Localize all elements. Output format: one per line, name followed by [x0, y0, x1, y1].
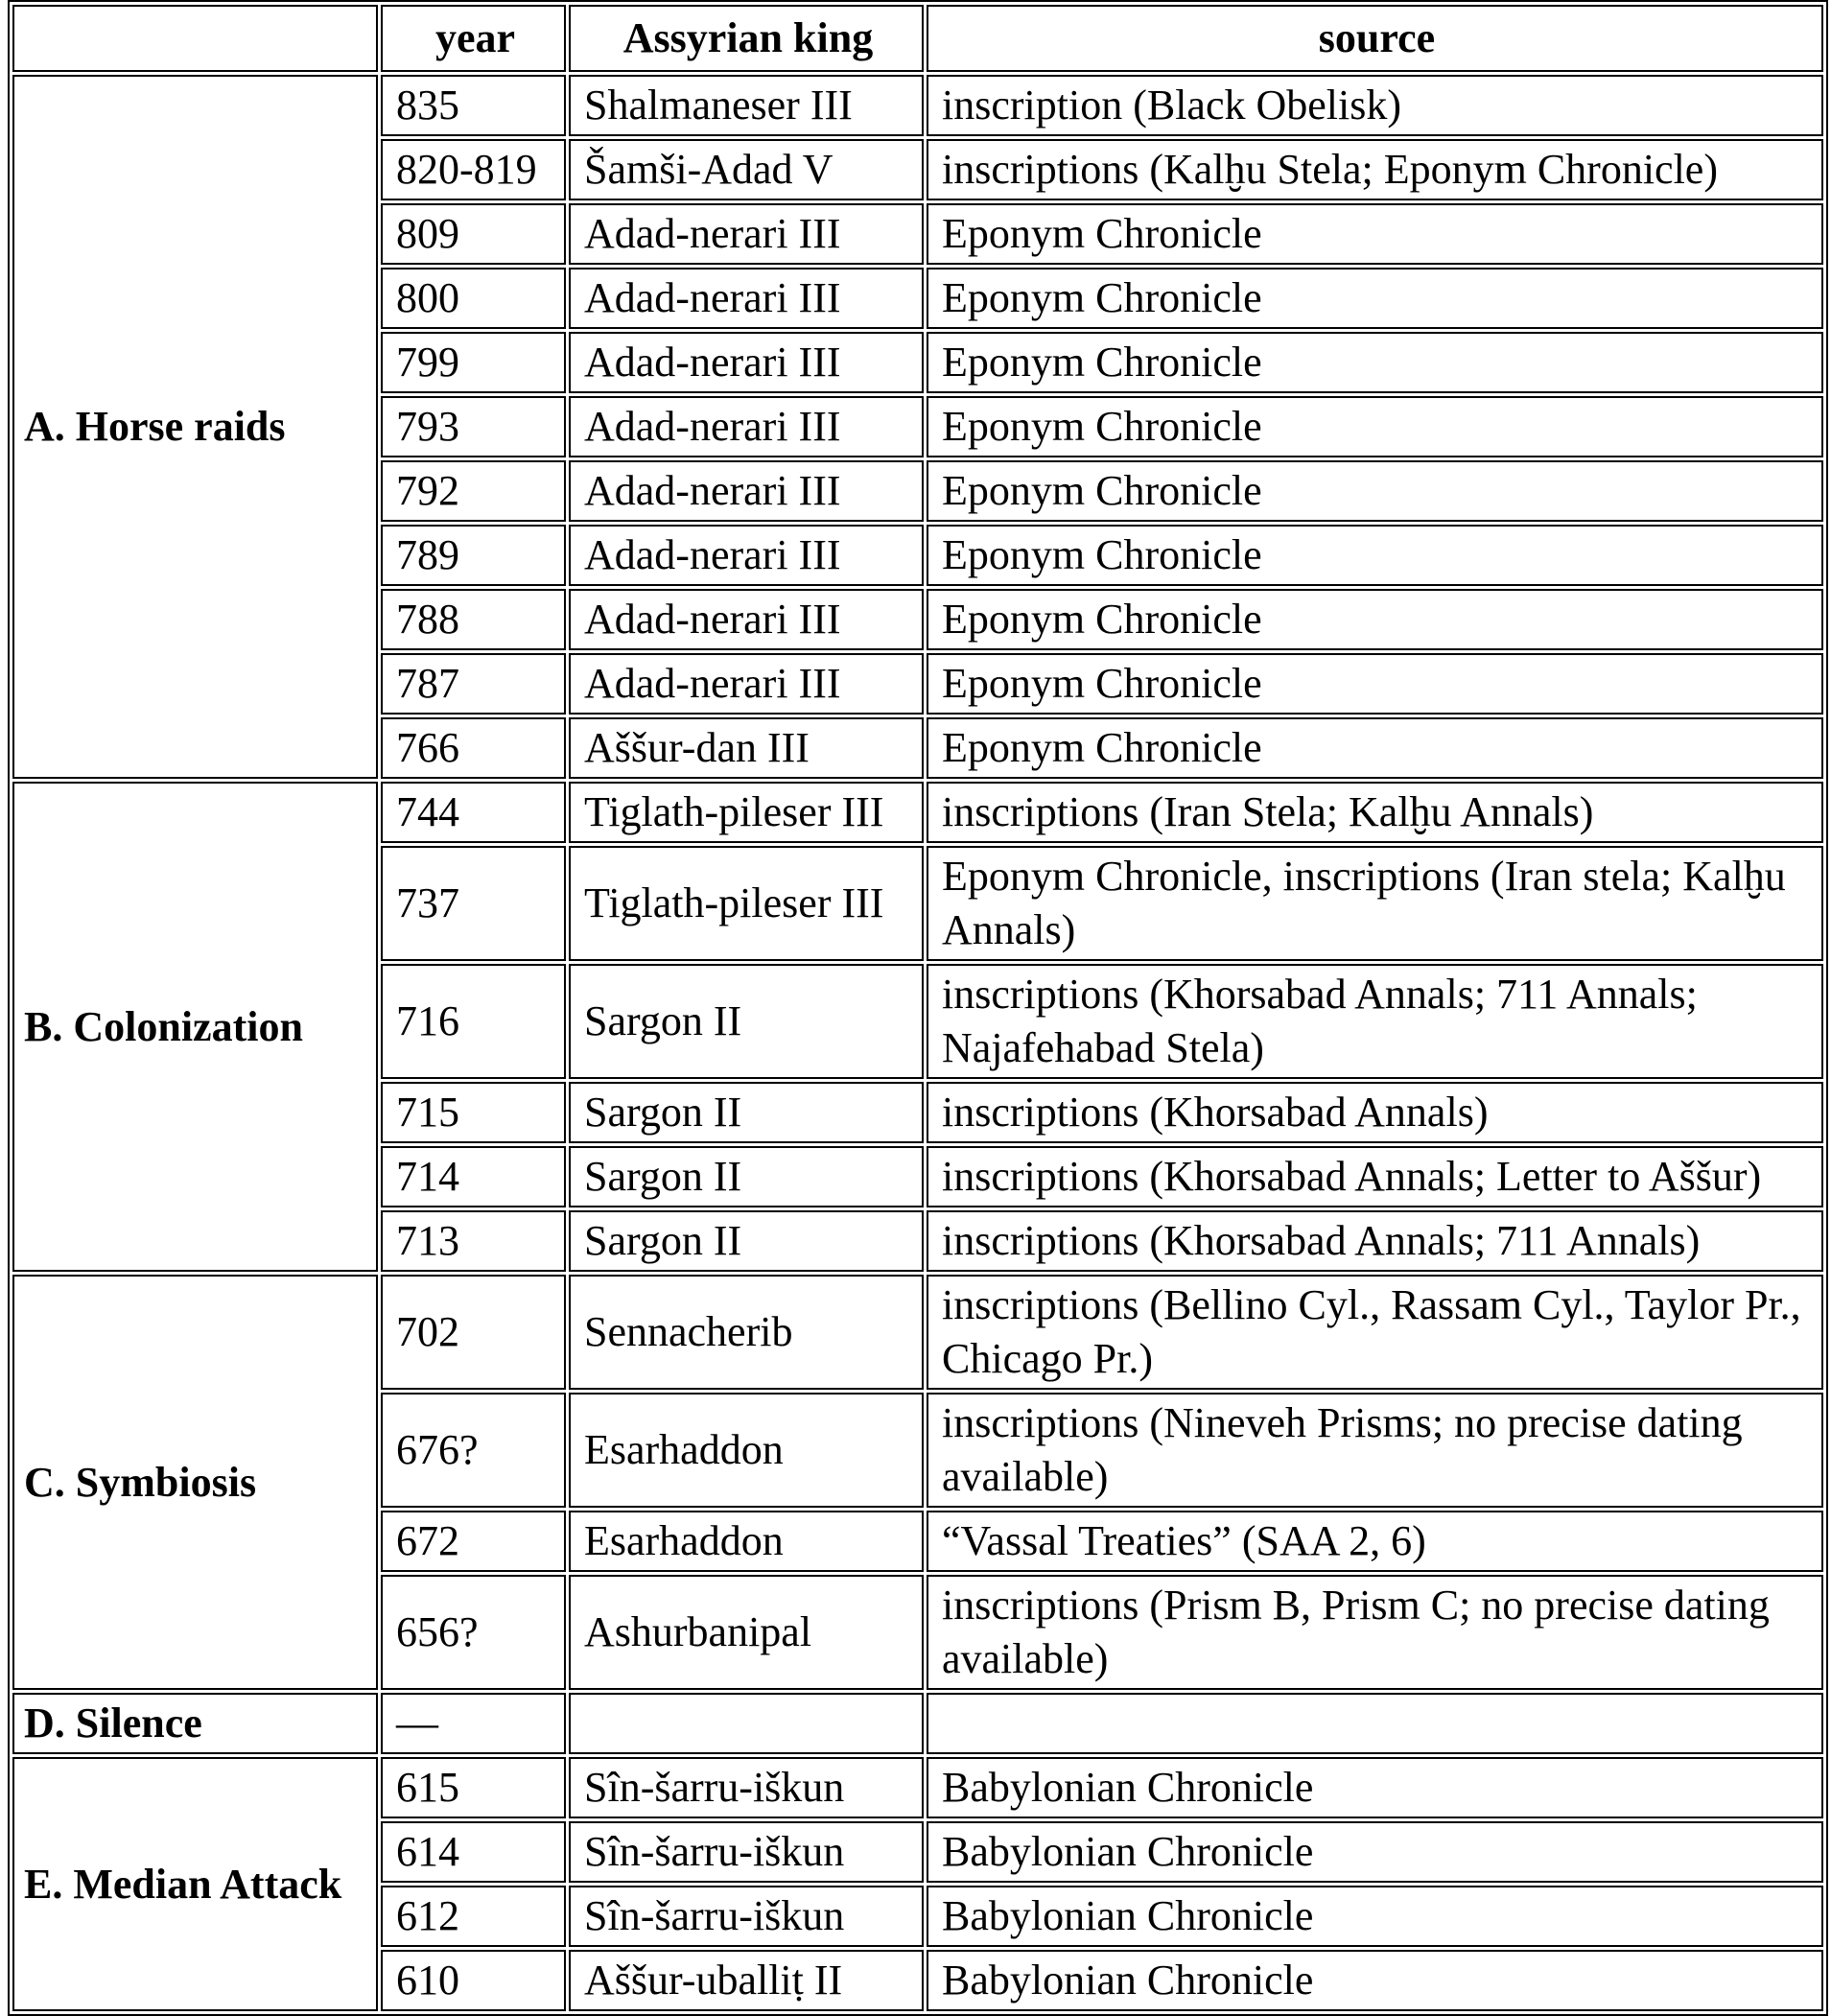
year-cell: 714	[381, 1146, 566, 1207]
source-cell: Babylonian Chronicle	[927, 1821, 1823, 1883]
king-cell: Adad-nerari III	[569, 332, 924, 393]
year-cell: 612	[381, 1886, 566, 1947]
source-cell: “Vassal Treaties” (SAA 2, 6)	[927, 1511, 1823, 1572]
header-phase	[12, 5, 378, 72]
year-cell: 800	[381, 268, 566, 329]
year-cell: 809	[381, 203, 566, 265]
year-cell: 792	[381, 460, 566, 522]
king-cell: Adad-nerari III	[569, 653, 924, 715]
source-cell: Eponym Chronicle	[927, 268, 1823, 329]
table-row	[12, 782, 1823, 843]
header-row	[12, 5, 1823, 72]
king-cell: Esarhaddon	[569, 1393, 924, 1508]
year-cell: 787	[381, 653, 566, 715]
header-king: Assyrian king	[569, 5, 924, 72]
source-cell: Eponym Chronicle	[927, 525, 1823, 586]
source-cell: Eponym Chronicle	[927, 460, 1823, 522]
source-cell: inscriptions (Kalḫu Stela; Eponym Chronicle)	[927, 139, 1823, 200]
source-cell: inscriptions (Khorsabad Annals)	[927, 1082, 1823, 1143]
year-cell: 835	[381, 75, 566, 136]
king-cell: Tiglath-pileser III	[569, 846, 924, 961]
source-cell: Eponym Chronicle	[927, 653, 1823, 715]
year-cell: 737	[381, 846, 566, 961]
king-cell: Sennacherib	[569, 1275, 924, 1390]
source-cell: inscription (Black Obelisk)	[927, 75, 1823, 136]
phase-cell: E. Median Attack	[12, 1757, 378, 2011]
year-cell: 793	[381, 396, 566, 457]
king-cell: Aššur-uballiṭ II	[569, 1950, 924, 2011]
source-cell: Babylonian Chronicle	[927, 1757, 1823, 1818]
year-cell: —	[381, 1693, 566, 1754]
phase-cell: D. Silence	[12, 1693, 378, 1754]
year-cell: 715	[381, 1082, 566, 1143]
table-row	[12, 75, 1823, 136]
year-cell: 676?	[381, 1393, 566, 1508]
source-cell	[927, 1693, 1823, 1754]
year-cell: 610	[381, 1950, 566, 2011]
header-source: source	[927, 5, 1823, 72]
table-row	[12, 1275, 1823, 1390]
year-cell: 788	[381, 589, 566, 650]
table-row	[12, 1693, 1823, 1754]
king-cell: Adad-nerari III	[569, 268, 924, 329]
king-cell: Sargon II	[569, 1082, 924, 1143]
king-cell: Sîn-šarru-iškun	[569, 1886, 924, 1947]
year-cell: 702	[381, 1275, 566, 1390]
king-cell: Tiglath-pileser III	[569, 782, 924, 843]
year-cell: 656?	[381, 1575, 566, 1690]
king-cell: Sargon II	[569, 1210, 924, 1272]
source-cell: Eponym Chronicle	[927, 717, 1823, 779]
source-cell: inscriptions (Khorsabad Annals; Letter to Aššur)	[927, 1146, 1823, 1207]
phase-cell: A. Horse raids	[12, 75, 378, 779]
source-cell: Eponym Chronicle	[927, 332, 1823, 393]
table-header	[12, 5, 1823, 72]
king-cell: Aššur-dan III	[569, 717, 924, 779]
header-year: year	[381, 5, 566, 72]
phase-cell: B. Colonization	[12, 782, 378, 1272]
king-cell: Sîn-šarru-iškun	[569, 1821, 924, 1883]
year-cell: 766	[381, 717, 566, 779]
king-cell: Sîn-šarru-iškun	[569, 1757, 924, 1818]
king-cell: Esarhaddon	[569, 1511, 924, 1572]
source-cell: inscriptions (Iran Stela; Kalḫu Annals)	[927, 782, 1823, 843]
king-cell: Sargon II	[569, 1146, 924, 1207]
source-cell: Eponym Chronicle	[927, 203, 1823, 265]
king-cell: Sargon II	[569, 964, 924, 1079]
king-cell	[569, 1693, 924, 1754]
year-cell: 820-819	[381, 139, 566, 200]
source-cell: Eponym Chronicle	[927, 589, 1823, 650]
source-cell: inscriptions (Prism B, Prism C; no precise dating available)	[927, 1575, 1823, 1690]
king-cell: Shalmaneser III	[569, 75, 924, 136]
king-cell: Adad-nerari III	[569, 525, 924, 586]
source-cell: Eponym Chronicle, inscriptions (Iran stela; Kalḫu Annals)	[927, 846, 1823, 961]
source-cell: inscriptions (Khorsabad Annals; 711 Annals)	[927, 1210, 1823, 1272]
source-cell: inscriptions (Nineveh Prisms; no precise dating available)	[927, 1393, 1823, 1508]
phase-cell: C. Symbiosis	[12, 1275, 378, 1690]
king-cell: Šamši-Adad V	[569, 139, 924, 200]
year-cell: 716	[381, 964, 566, 1079]
source-cell: Babylonian Chronicle	[927, 1886, 1823, 1947]
king-cell: Ashurbanipal	[569, 1575, 924, 1690]
assyrian-sources-table	[8, 0, 1828, 2016]
king-cell: Adad-nerari III	[569, 203, 924, 265]
king-cell: Adad-nerari III	[569, 396, 924, 457]
source-cell: Eponym Chronicle	[927, 396, 1823, 457]
year-cell: 672	[381, 1511, 566, 1572]
year-cell: 614	[381, 1821, 566, 1883]
year-cell: 799	[381, 332, 566, 393]
source-cell: inscriptions (Khorsabad Annals; 711 Annals; Najafehabad Stela)	[927, 964, 1823, 1079]
year-cell: 713	[381, 1210, 566, 1272]
table-container	[8, 0, 1828, 2016]
year-cell: 615	[381, 1757, 566, 1818]
source-cell: Babylonian Chronicle	[927, 1950, 1823, 2011]
source-cell: inscriptions (Bellino Cyl., Rassam Cyl., Taylor Pr., Chicago Pr.)	[927, 1275, 1823, 1390]
king-cell: Adad-nerari III	[569, 460, 924, 522]
table-body	[12, 75, 1823, 2011]
year-cell: 744	[381, 782, 566, 843]
year-cell: 789	[381, 525, 566, 586]
king-cell: Adad-nerari III	[569, 589, 924, 650]
table-row	[12, 1757, 1823, 1818]
